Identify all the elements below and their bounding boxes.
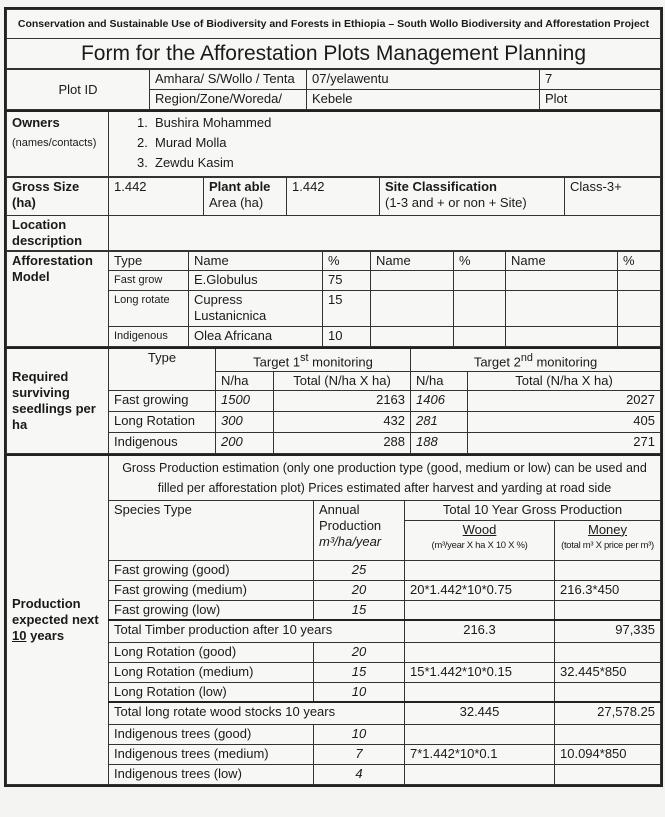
- region-label: Region/Zone/Woreda/: [150, 90, 307, 110]
- money-value: [555, 642, 661, 662]
- owner-item: [137, 113, 655, 133]
- model-label: Afforestation Model: [7, 251, 109, 346]
- model-header: %: [618, 251, 661, 270]
- owner-number: 3.: [137, 155, 148, 170]
- location-label: Location description: [7, 215, 109, 250]
- money-value: [555, 724, 661, 744]
- owners-label: Owners: [12, 115, 60, 130]
- model-header: Name: [506, 251, 618, 270]
- plot-value: 7: [540, 70, 661, 90]
- header-table: [6, 9, 661, 69]
- kebele-value: 07/yelawentu: [307, 70, 540, 90]
- annual-production: 10: [314, 682, 405, 702]
- money-value: 10.094*850: [555, 744, 661, 764]
- empty: [371, 270, 454, 290]
- empty: [506, 326, 618, 346]
- owner-name: Zewdu Kasim: [155, 155, 234, 170]
- production-label: [7, 455, 109, 785]
- annual-header: [314, 500, 405, 560]
- model-pct: 10: [323, 326, 371, 346]
- target1-total: 2163: [274, 390, 411, 411]
- model-header-row: [7, 251, 661, 270]
- species-type: Long Rotation (medium): [109, 662, 314, 682]
- total-header: Total (N/ha X ha): [274, 371, 411, 390]
- money-value: [555, 764, 661, 784]
- wood-value: 7*1.442*10*0.1: [405, 744, 555, 764]
- species-type: Indigenous trees (good): [109, 724, 314, 744]
- total-money: 27,578.25: [555, 702, 661, 724]
- species-type: Fast growing (medium): [109, 580, 314, 600]
- annual-production: 20: [314, 642, 405, 662]
- owner-item: [137, 133, 655, 153]
- seedling-type: Indigenous: [109, 432, 216, 453]
- species-header: Species Type: [109, 500, 314, 560]
- site-value: Class-3+: [565, 177, 661, 215]
- money-value: [555, 560, 661, 580]
- plantable-sub: Area (ha): [209, 194, 264, 210]
- species-type: Indigenous trees (low): [109, 764, 314, 784]
- wood-value: [405, 560, 555, 580]
- model-type: Indigenous: [109, 326, 189, 346]
- model-header: Type: [109, 251, 189, 270]
- target2-nha: 1406: [411, 390, 468, 411]
- money-value: 32.445*850: [555, 662, 661, 682]
- money-value: [555, 682, 661, 702]
- model-pct: 75: [323, 270, 371, 290]
- annual-production: 10: [314, 724, 405, 744]
- model-header: Name: [371, 251, 454, 270]
- money-sub: (total m³ X price per m³): [561, 539, 654, 551]
- money-label: Money: [587, 521, 628, 537]
- target1-nha: 1500: [216, 390, 274, 411]
- site-label: Site Classification: [385, 178, 497, 194]
- wood-value: [405, 642, 555, 662]
- empty: [371, 290, 454, 326]
- target1-nha: 300: [216, 411, 274, 432]
- production-label-years: 10: [12, 627, 27, 643]
- empty: [618, 326, 661, 346]
- model-type: Fast grow: [109, 270, 189, 290]
- empty: [506, 290, 618, 326]
- plot-id-label: Plot ID: [7, 70, 150, 110]
- target1-total: 288: [274, 432, 411, 453]
- model-header: %: [454, 251, 506, 270]
- owner-number: 2.: [137, 135, 148, 150]
- target1-nha: 200: [216, 432, 274, 453]
- gross-size-label: Gross Size (ha): [7, 177, 109, 215]
- species-type: Indigenous trees (medium): [109, 744, 314, 764]
- afforestation-form: [4, 7, 663, 787]
- production-label-text: Production expected next: [12, 595, 99, 627]
- empty: [454, 290, 506, 326]
- wood-sub: (m³/year X ha X 10 X %): [431, 539, 528, 551]
- nha-header: N/ha: [216, 371, 274, 390]
- target2-header: Target 2nd monitoring: [411, 348, 661, 372]
- annual-production: 20: [314, 580, 405, 600]
- annual-production: 25: [314, 560, 405, 580]
- owner-name: Bushira Mohammed: [155, 115, 272, 130]
- species-type: Fast growing (good): [109, 560, 314, 580]
- wood-value: [405, 724, 555, 744]
- target2-total: 271: [468, 432, 661, 453]
- type-header: Type: [109, 348, 216, 391]
- owners-table: [6, 110, 661, 177]
- empty: [454, 270, 506, 290]
- plot-label: Plot: [540, 90, 661, 110]
- location-value: [109, 215, 661, 250]
- annual-production: 15: [314, 600, 405, 620]
- species-type: Long Rotation (low): [109, 682, 314, 702]
- money-value: [555, 600, 661, 620]
- plantable-value: 1.442: [287, 177, 380, 215]
- target2-nha: 281: [411, 411, 468, 432]
- target2-nha: 188: [411, 432, 468, 453]
- kebele-label: Kebele: [307, 90, 540, 110]
- wood-label: Wood: [462, 521, 497, 537]
- model-pct: 15: [323, 290, 371, 326]
- production-label-tail: years: [30, 627, 65, 643]
- wood-value: [405, 600, 555, 620]
- annual-production: 7: [314, 744, 405, 764]
- seedling-type: Fast growing: [109, 390, 216, 411]
- total-wood: 216.3: [405, 620, 555, 642]
- site-sub: (1-3 and + or non + Site): [385, 194, 527, 210]
- model-name: Olea Africana: [189, 326, 323, 346]
- annual-production: 4: [314, 764, 405, 784]
- model-header: %: [323, 251, 371, 270]
- project-title: Conservation and Sustainable Use of Biodiversity and Forests in Ethiopia – South Wollo Biodiversity and Afforestation Project: [7, 10, 661, 39]
- owners-list: [109, 111, 661, 176]
- wood-value: [405, 682, 555, 702]
- empty: [618, 290, 661, 326]
- money-header: [555, 520, 661, 560]
- total-label: Total Timber production after 10 years: [109, 620, 405, 642]
- total-header: Total (N/ha X ha): [468, 371, 661, 390]
- seedlings-table: [6, 347, 661, 454]
- size-table: [6, 177, 661, 251]
- owner-item: [137, 153, 655, 173]
- empty: [454, 326, 506, 346]
- production-table: [6, 454, 661, 785]
- species-type: Long Rotation (good): [109, 642, 314, 662]
- model-name: Cupress Lustanicnica: [189, 290, 323, 326]
- plantable-label: Plant able: [209, 178, 271, 194]
- target2-total: 2027: [468, 390, 661, 411]
- total-wood: 32.445: [405, 702, 555, 724]
- region-value: Amhara/ S/Wollo / Tenta: [150, 70, 307, 90]
- production-note: Gross Production estimation (only one production type (good, medium or low) can be used and filled per afforestation plot) Prices estimated after harvest and yarding at road side: [109, 455, 661, 501]
- seedling-type: Long Rotation: [109, 411, 216, 432]
- target1-total: 432: [274, 411, 411, 432]
- target1-header: Target 1st monitoring: [216, 348, 411, 372]
- owner-number: 1.: [137, 115, 148, 130]
- annual-label: Annual Production: [319, 501, 382, 533]
- empty: [371, 326, 454, 346]
- owners-sublabel: (names/contacts): [12, 137, 97, 149]
- owner-name: Murad Molla: [155, 135, 227, 150]
- target2-total: 405: [468, 411, 661, 432]
- species-type: Fast growing (low): [109, 600, 314, 620]
- empty: [506, 270, 618, 290]
- empty: [618, 270, 661, 290]
- money-value: 216.3*450: [555, 580, 661, 600]
- nha-header: N/ha: [411, 371, 468, 390]
- model-table: [6, 251, 661, 347]
- wood-value: 20*1.442*10*0.75: [405, 580, 555, 600]
- model-header: Name: [189, 251, 323, 270]
- seedlings-label: Required surviving seedlings per ha: [7, 348, 109, 454]
- model-type: Long rotate: [109, 290, 189, 326]
- total-label: Total long rotate wood stocks 10 years: [109, 702, 405, 724]
- annual-unit: m³/ha/year: [319, 533, 382, 549]
- gross-size-value: 1.442: [109, 177, 204, 215]
- wood-value: [405, 764, 555, 784]
- model-name: E.Globulus: [189, 270, 323, 290]
- plot-id-table: [6, 69, 661, 110]
- form-title: Form for the Afforestation Plots Management Planning: [7, 39, 661, 69]
- total-money: 97,335: [555, 620, 661, 642]
- wood-header: [405, 520, 555, 560]
- annual-production: 15: [314, 662, 405, 682]
- wood-value: 15*1.442*10*0.15: [405, 662, 555, 682]
- total-production-header: Total 10 Year Gross Production: [405, 500, 661, 520]
